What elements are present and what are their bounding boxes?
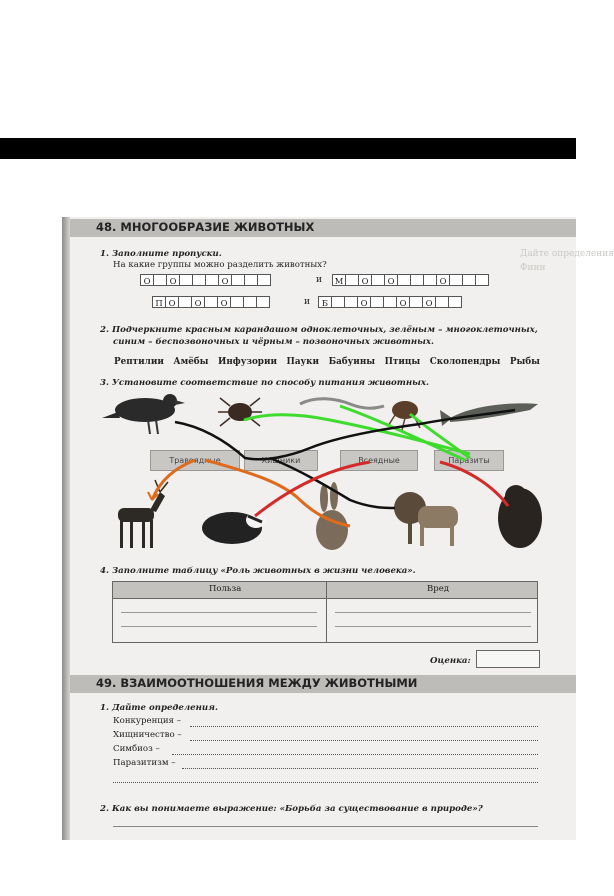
letter-cell[interactable]: О bbox=[358, 274, 372, 286]
answer-line[interactable] bbox=[113, 826, 538, 827]
letter-cell[interactable]: П bbox=[152, 296, 166, 308]
answer-line[interactable] bbox=[113, 774, 538, 783]
section-49-header bbox=[70, 675, 576, 693]
answer-line[interactable] bbox=[335, 626, 531, 627]
answer-line[interactable] bbox=[190, 718, 538, 727]
animal-word[interactable]: Птицы bbox=[384, 357, 421, 367]
animal-word[interactable]: Инфузории bbox=[218, 357, 278, 367]
question-3-label: 3. Установите соответствие по способу питания животных. bbox=[100, 378, 429, 388]
match-line-orange bbox=[152, 460, 195, 500]
question-2-label-cont: синим – беспозвоночных и чёрным – позвоночных животных. bbox=[113, 337, 434, 347]
role-table bbox=[112, 581, 538, 643]
question-2-label: 2. Подчеркните красным карандашом одноклеточных, зелёным – многоклеточных, bbox=[100, 325, 538, 335]
bleed-text: Финн bbox=[520, 263, 546, 273]
letter-cell[interactable]: О bbox=[384, 274, 398, 286]
letter-cell[interactable]: О bbox=[217, 296, 231, 308]
answer-line[interactable] bbox=[121, 626, 317, 627]
lion-image[interactable] bbox=[394, 492, 458, 546]
answer-line[interactable] bbox=[335, 612, 531, 613]
letter-cell[interactable]: О bbox=[165, 296, 179, 308]
letter-cell[interactable]: О bbox=[140, 274, 154, 286]
answer-line[interactable] bbox=[121, 612, 317, 613]
letter-cell[interactable]: М bbox=[332, 274, 346, 286]
conjunction: и bbox=[316, 275, 322, 285]
animal-word[interactable]: Амёбы bbox=[173, 357, 209, 367]
letter-cell[interactable]: О bbox=[357, 296, 371, 308]
deer-image[interactable] bbox=[118, 480, 168, 548]
term-competition: Конкуренция – bbox=[113, 716, 181, 726]
animal-word[interactable]: Рыбы bbox=[509, 357, 540, 367]
answer-line[interactable] bbox=[182, 760, 538, 769]
question-4-label: 4. Заполните таблицу «Роль животных в жизни человека». bbox=[100, 566, 416, 576]
letter-cell[interactable]: Б bbox=[318, 296, 332, 308]
match-line-red bbox=[440, 462, 508, 506]
animal-word[interactable]: Рептилии bbox=[114, 357, 164, 367]
animal-word[interactable]: Бабуины bbox=[328, 357, 376, 367]
letter-cell[interactable]: О bbox=[166, 274, 180, 286]
match-line-red bbox=[255, 462, 370, 516]
section-48-title: 48. МНОГООБРАЗИЕ ЖИВОТНЫХ bbox=[96, 220, 315, 234]
conjunction: и bbox=[304, 297, 310, 307]
term-predation: Хищничество – bbox=[113, 730, 182, 740]
category-herbivores[interactable]: Травоядные bbox=[150, 450, 240, 471]
category-omnivores[interactable]: Всеядные bbox=[340, 450, 418, 471]
term-symbiosis: Симбиоз – bbox=[113, 744, 160, 754]
answer-line[interactable] bbox=[172, 746, 538, 755]
score-label: Оценка: bbox=[430, 656, 471, 666]
letter-cell[interactable]: О bbox=[191, 296, 205, 308]
category-parasites[interactable]: Паразиты bbox=[434, 450, 504, 471]
table-divider bbox=[326, 582, 327, 642]
column-harm: Вред bbox=[427, 584, 449, 594]
score-box[interactable] bbox=[476, 650, 540, 668]
question-1-prompt: На какие группы можно разделить животных? bbox=[113, 260, 327, 270]
letter-cell[interactable]: О bbox=[436, 274, 450, 286]
term-parasitism: Паразитизм – bbox=[113, 758, 176, 768]
answer-line[interactable] bbox=[190, 732, 538, 741]
animal-word[interactable]: Пауки bbox=[286, 357, 320, 367]
letter-cell[interactable]: О bbox=[396, 296, 410, 308]
role-table-header bbox=[113, 582, 537, 599]
question-1-label: 1. Заполните пропуски. bbox=[100, 249, 222, 259]
column-benefit: Польза bbox=[209, 584, 242, 594]
category-predators[interactable]: Хищники bbox=[244, 450, 318, 471]
bleed-text: Дайте определения bbox=[520, 249, 614, 259]
raven-image[interactable] bbox=[102, 394, 185, 434]
letter-cell[interactable]: О bbox=[218, 274, 232, 286]
bear-image[interactable] bbox=[498, 485, 542, 548]
letter-cell[interactable]: О bbox=[422, 296, 436, 308]
section49-question-2-label: 2. Как вы понимаете выражение: «Борьба за существование в природе»? bbox=[100, 804, 483, 814]
section49-question-1-label: 1. Дайте определения. bbox=[100, 703, 218, 713]
animal-word[interactable]: Сколопендры bbox=[429, 357, 501, 367]
tick-image[interactable] bbox=[218, 398, 262, 426]
section-49-title: 49. ВЗАИМООТНОШЕНИЯ МЕЖДУ ЖИВОТНЫМИ bbox=[96, 676, 418, 690]
